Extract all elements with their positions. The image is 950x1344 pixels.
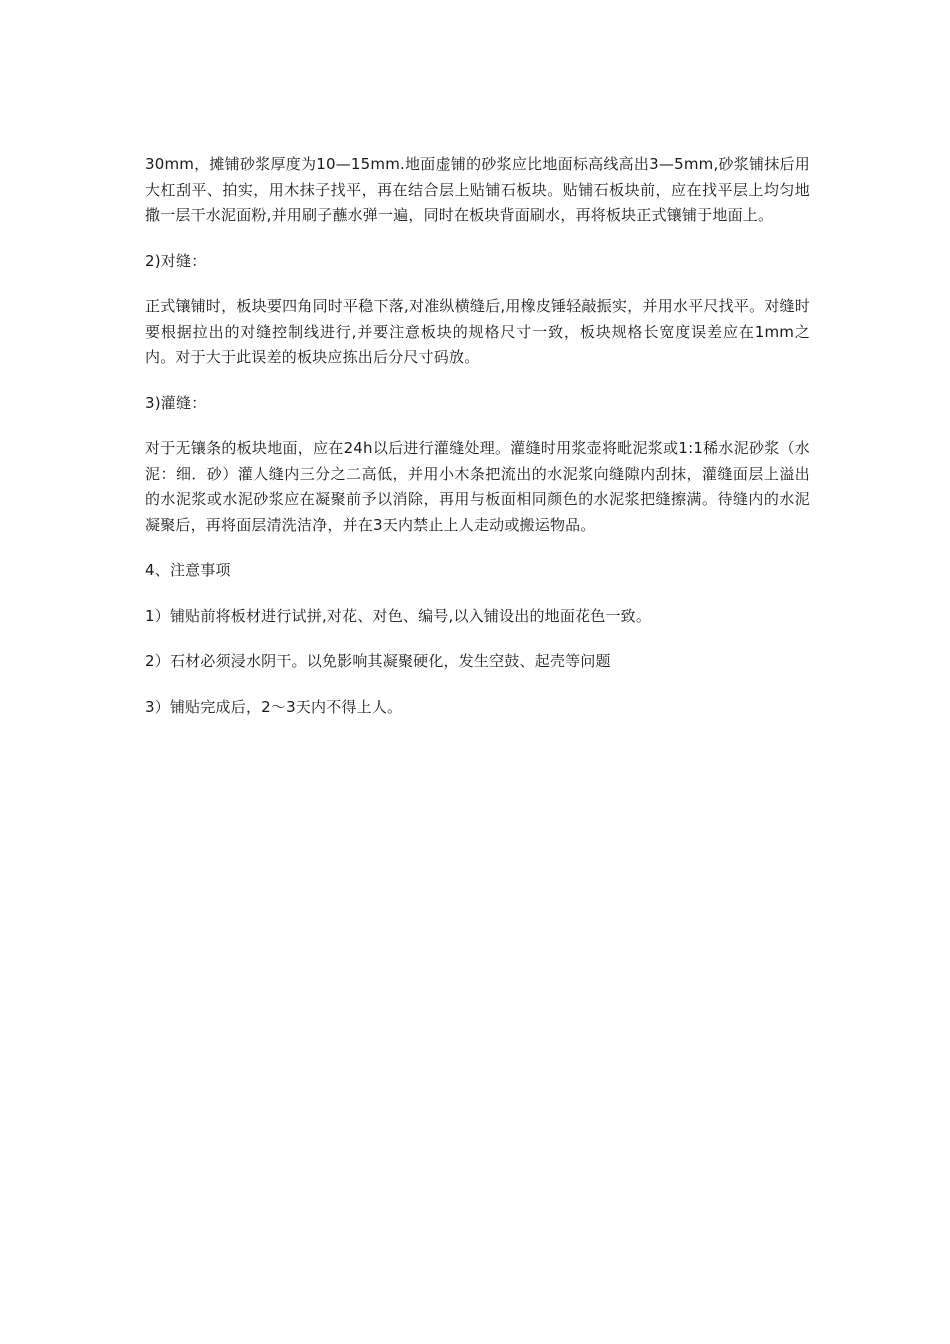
heading-grouting: 3)灌缝： [145,393,207,412]
document-body [145,152,810,740]
heading-precautions: 4、注意事项 [145,561,231,579]
paragraph-grouting: 对于无镶条的板块地面，应在24h以后进行灌缝处理。灌缝时用浆壶将毗泥浆或1:1稀水泥砂浆（水泥：细．砂）灌人缝内三分之二高低，并用小木条把流出的水泥浆向缝隙内刮抹，灌缝面层上溢出的水泥浆或水泥砂浆应在凝聚前予以消除，再用与板面相同颜色的水泥浆把缝擦满。待缝内的水泥凝聚后，再将面层清洗洁净，并在3天内禁止上人走动或搬运物品。 [145,439,810,534]
paragraph-mortar-laying: 30mm，摊铺砂浆厚度为10—15mm.地面虚铺的砂浆应比地面标高线高出3—5mm,砂浆铺抹后用大杠刮平、拍实，用木抹子找平，再在结合层上贴铺石板块。贴铺石板块前，应在找平层上均匀地撒一层干水泥面粉,并用刷子蘸水弹一遍，同时在板块背面刷水，再将板块正式镶铺于地面上。 [145,155,810,224]
heading-joint-alignment: 2)对缝： [145,251,207,270]
list-item-precaution-2: 2）石材必须浸水阴干。以免影响其凝聚硬化，发生空鼓、起壳等问题 [145,652,611,670]
paragraph-joint-alignment: 正式镶铺时，板块要四角同时平稳下落,对准纵横缝后,用橡皮锤轻敲振实，并用水平尺找平。对缝时要根据拉出的对缝控制线进行,并要注意板块的规格尺寸一致，板块规格长宽度误差应在1mm之内。对于大于此误差的板块应拣出后分尺寸码放。 [145,297,810,366]
list-item-precaution-1: 1）铺贴前将板材进行试拼,对花、对色、编号,以入铺设出的地面花色一致。 [145,606,652,625]
list-item-precaution-3: 3）铺贴完成后，2～3天内不得上人。 [145,697,403,716]
